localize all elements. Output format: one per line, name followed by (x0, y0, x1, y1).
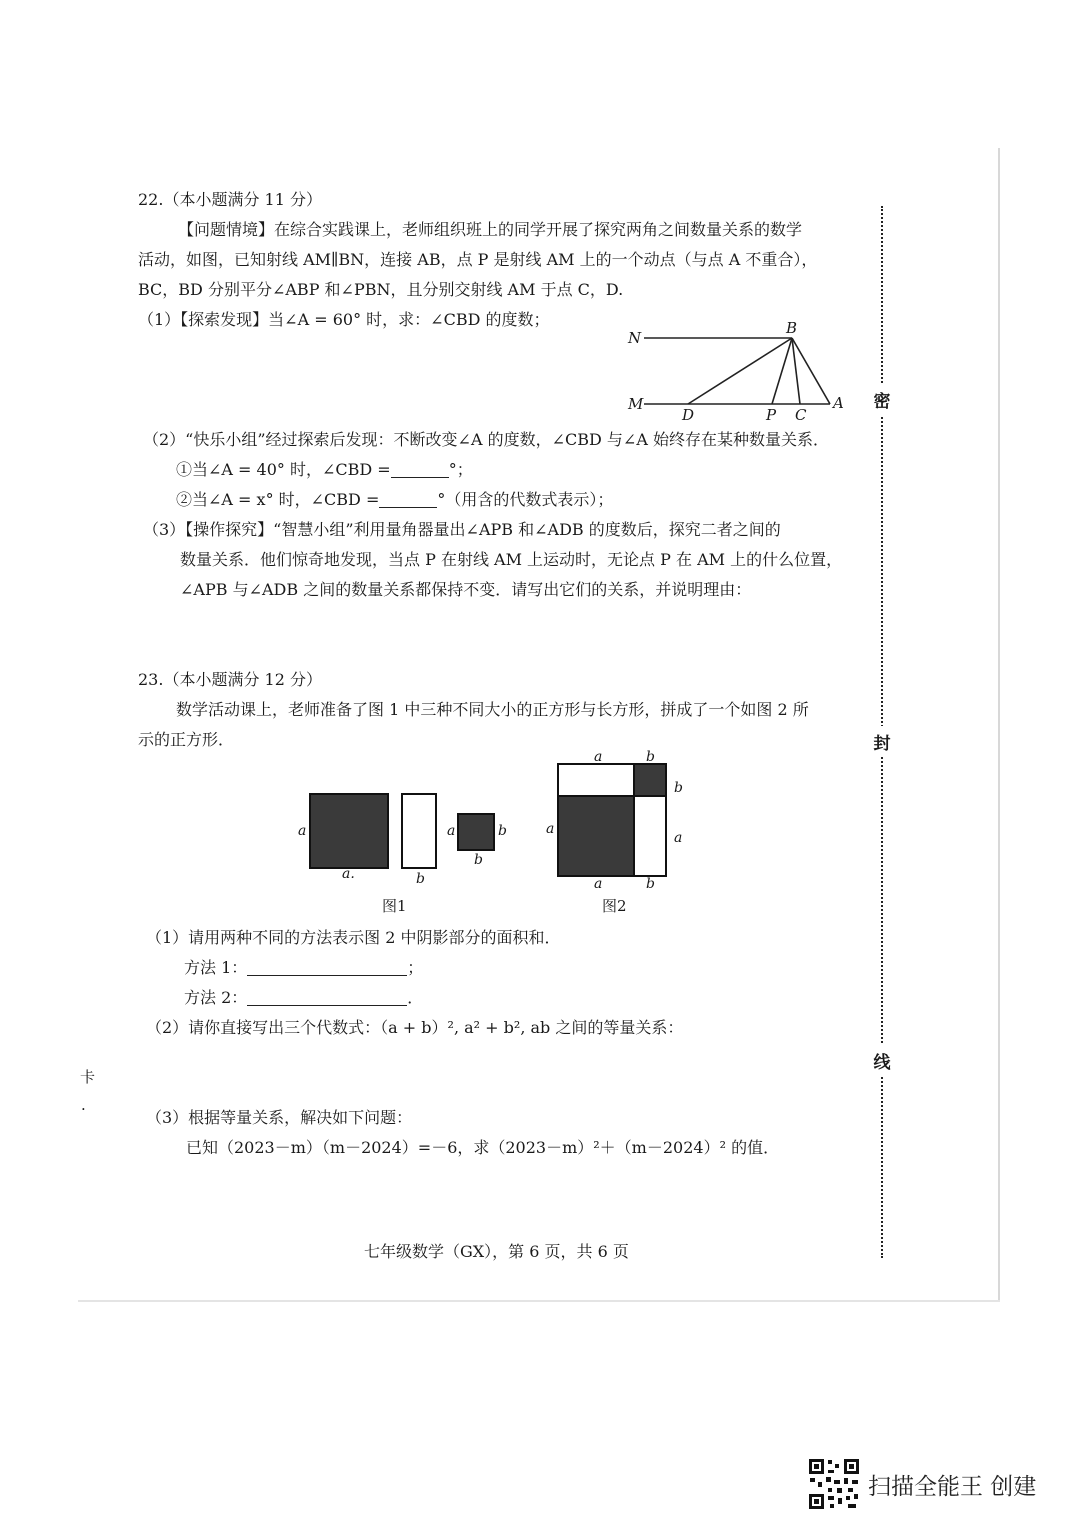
binding-char-mi: 密 (871, 384, 893, 415)
q22-part2-item2-tail: °（用含的代数式表示）； (437, 490, 614, 509)
q23-part3: （3）根据等量关系，解决如下问题： (146, 1108, 413, 1127)
method1-label: 方法 1： (184, 958, 248, 977)
fig1-label: b (498, 823, 507, 839)
q22-part2: （2）“快乐小组”经过探索后发现：不断改变∠A 的度数，∠CBD 与∠A 始终存在某种数量关系． (143, 430, 829, 449)
q22-intro-line1: 【问题情境】在综合实践课上，老师组织班上的同学开展了探究两角之间数量关系的数学 (178, 220, 803, 239)
label-a: A (833, 394, 844, 412)
segment-bd (688, 338, 792, 404)
fig2-label: b (646, 876, 655, 892)
q22-part2-item1-text: ①当∠A = 40° 时，∠CBD = (176, 460, 391, 479)
small-square-b (634, 764, 666, 796)
label-p: P (766, 406, 777, 422)
q22-part2-item1 (176, 460, 473, 480)
q23-header: 23.（本小题满分 12 分） (138, 670, 322, 689)
q22-part2-item2-text: ②当∠A = x° 时，∠CBD = (176, 490, 380, 509)
square-a (310, 794, 388, 868)
fig2-label: a (594, 749, 603, 765)
method2-end: ． (407, 988, 424, 1007)
q22-intro-line3: BC，BD 分别平分∠ABP 和∠PBN，且分别交射线 AM 于点 C，D. (138, 280, 624, 299)
q23-intro-line2: 示的正方形． (138, 730, 235, 749)
q23-intro-line1: 数学活动课上，老师准备了图 1 中三种不同大小的正方形与长方形，拼成了一个如图 2 所 (176, 700, 809, 719)
q23-part2: （2）请你直接写出三个代数式：（a + b）², a² + b², ab 之间的等量关系： (146, 1018, 684, 1037)
right-rectangle (634, 796, 666, 876)
binding-char-feng: 封 (871, 726, 893, 757)
segment-bc (792, 338, 800, 404)
page-edge (998, 148, 1000, 1300)
top-rectangle (558, 764, 634, 796)
q22-part1: （1）【探索发现】当∠A = 60° 时，求：∠CBD 的度数； (138, 310, 550, 329)
method2-label: 方法 2： (184, 988, 248, 1007)
big-square-a (558, 796, 634, 876)
q22-geometry-figure (620, 318, 860, 422)
q22-part2-item2 (176, 490, 613, 510)
fig1-label: a (447, 823, 456, 839)
rectangle-ab (402, 794, 436, 868)
label-c: C (795, 406, 807, 422)
segment-ba (792, 338, 830, 404)
answer-blank[interactable] (391, 461, 449, 478)
square-b (458, 814, 494, 850)
q22-part3-line3: ∠APB 与∠ADB 之间的数量关系都保持不变．请写出它们的关系，并说明理由： (180, 580, 752, 599)
q22-part2-item1-unit: °； (448, 460, 473, 479)
q22-header: 22.（本小题满分 11 分） (138, 190, 322, 209)
q22-intro-line2: 活动，如图，已知射线 AM∥BN，连接 AB，点 P 是射线 AM 上的一个动点（与点 A 不重合）， (138, 250, 818, 269)
label-b: B (786, 319, 798, 337)
q23-figure-1 (290, 780, 530, 920)
q23-method2 (184, 988, 423, 1008)
page-footer: 七年级数学（GX），第 6 页，共 6 页 (364, 1242, 629, 1261)
label-n: N (628, 329, 642, 347)
q22-part3-line2: 数量关系．他们惊奇地发现，当点 P 在射线 AM 上运动时，无论点 P 在 AM 上的什么位置， (180, 550, 843, 569)
fig1-caption: 图1 (382, 897, 407, 915)
fig2-label: a (674, 830, 683, 846)
label-d: D (682, 406, 695, 422)
q22-part3-line1: （3）【操作探究】“智慧小组”利用量角器量出∠APB 和∠ADB 的度数后，探究二者之间的 (143, 520, 781, 539)
page-edge-bottom (78, 1300, 1000, 1302)
q23-part3-given: 已知（2023－m）（m－2024）=－6，求（2023－m）²＋（m－2024）² 的值． (186, 1138, 780, 1157)
fig2-label: a (594, 876, 603, 892)
margin-dot: · (81, 1100, 86, 1118)
q23-part1: （1）请用两种不同的方法表示图 2 中阴影部分的面积和． (146, 928, 561, 947)
fig2-label: a (546, 821, 555, 837)
margin-mark: 卡 (80, 1068, 96, 1086)
fig2-caption: 图2 (602, 897, 627, 915)
fig2-label: b (646, 749, 655, 765)
answer-blank[interactable] (247, 959, 407, 976)
fig2-label: b (674, 780, 683, 796)
method1-end: ； (407, 958, 424, 977)
fig1-label: b (416, 871, 425, 887)
q23-figure-2 (540, 744, 700, 920)
fig1-label: a (298, 823, 307, 839)
fig1-label: a. (342, 866, 355, 882)
answer-blank[interactable] (247, 989, 407, 1006)
q23-method1 (184, 958, 423, 978)
label-m: M (628, 395, 644, 413)
scanner-watermark: 扫描全能王 创建 (868, 1474, 1037, 1500)
qr-code-icon (808, 1458, 860, 1510)
answer-blank[interactable] (379, 491, 437, 508)
fig1-label: b (474, 852, 483, 868)
binding-char-xian: 线 (871, 1045, 893, 1076)
